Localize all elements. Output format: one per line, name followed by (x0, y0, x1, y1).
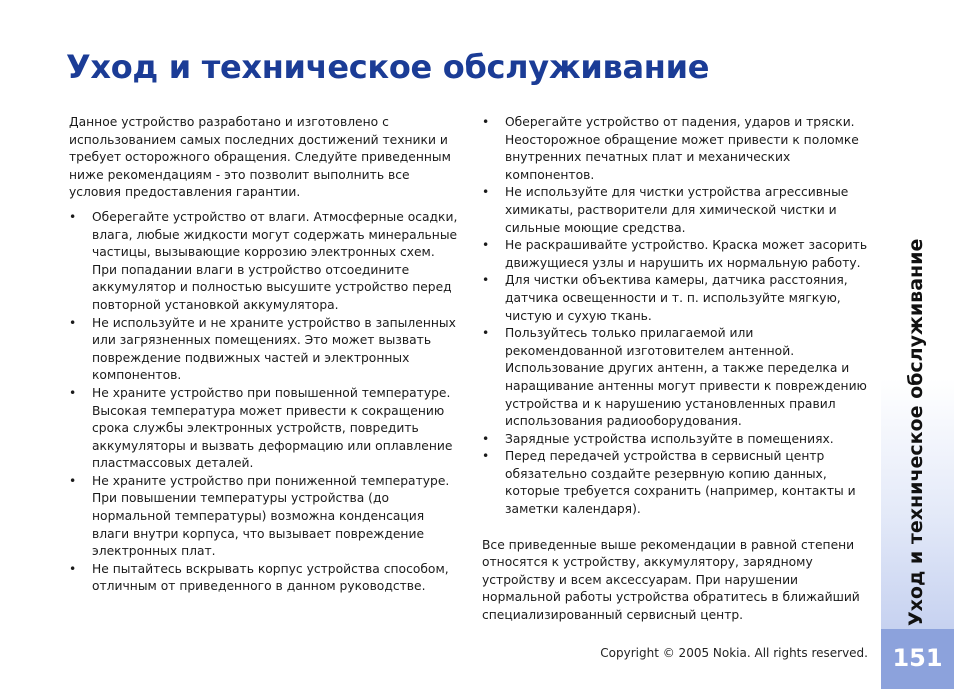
bullet-low-temperature: • Не храните устройство при пониженной температуре. При повышении температуры устройства (до нормальной температуры) возможна конденсация влаги внутри корпуса, что вызывает повреждение электронных плат. (69, 473, 461, 561)
bullet-lens-cleaning: • Для чистки объектива камеры, датчика расстояния, датчика освещенности и т. п. используйте мягкую, чистую и сухую ткань. (482, 272, 872, 325)
page-number: 151 (892, 644, 943, 672)
left-column (69, 114, 461, 596)
bullet-painting: • Не раскрашивайте устройство. Краска может засорить движущиеся узлы и нарушить их нормальную работу. (482, 237, 872, 272)
copyright-notice: Copyright © 2005 Nokia. All rights reserved. (600, 646, 868, 660)
closing-paragraph: Все приведенные выше рекомендации в равной степени относятся к устройству, аккумулятору, зарядному устройству и всем аксессуарам. При нарушении нормальной работы устройства обратитесь в ближайший специализированный сервисный центр. (482, 537, 860, 623)
bullet-high-temperature: • Не храните устройство при повышенной температуре. Высокая температура может привести к сокращению срока службы электронных устройств, повредить аккумуляторы и вызвать деформацию или оплавление пластмассовых деталей. (69, 385, 461, 473)
intro-paragraph: Данное устройство разработано и изготовлено с использованием самых последних достижений техники и требует осторожного обращения. Следуйте приведенным ниже рекомендациям - это позволит выполнить все условия предоставления гарантии. (69, 115, 451, 200)
bullet-drops: • Оберегайте устройство от падения, ударов и тряски. Неосторожное обращение может привести к поломке внутренних печатных плат и механических компонентов. (482, 114, 872, 184)
bullet-antenna: • Пользуйтесь только прилагаемой или рекомендованной изготовителем антенной. Использование других антенн, а также переделка и наращивание антенны могут привести к повреждению устройства и к нарушению установленных правил использования радиооборудования. (482, 325, 872, 431)
bullet-backup: • Перед передачей устройства в сервисный центр обязательно создайте резервную копию данных, которые требуется сохранить (например, контакты и заметки календаря). (482, 448, 872, 518)
right-column (482, 114, 872, 625)
page-number-box (881, 629, 954, 689)
bullet-opening-case: • Не пытайтесь вскрывать корпус устройства способом, отличным от приведенного в данном руководстве. (69, 561, 461, 596)
left-bullet-list (69, 209, 461, 596)
side-section-label: Уход и техническое обслуживание (905, 238, 927, 626)
right-bullet-list (482, 114, 872, 519)
bullet-chemicals: • Не используйте для чистки устройства агрессивные химикаты, растворители для химической чистки и сильные моющие средства. (482, 184, 872, 237)
bullet-dust: • Не используйте и не храните устройство в запыленных или загрязненных помещениях. Это может вызвать повреждение подвижных частей и электронных компонентов. (69, 315, 461, 385)
bullet-moisture: • Оберегайте устройство от влаги. Атмосферные осадки, влага, любые жидкости могут содержать минеральные частицы, вызывающие коррозию электронных схем. При попадании влаги в устройство отсоедините аккумулятор и полностью высушите устройство перед повторной установкой аккумулятора. (69, 209, 461, 315)
bullet-chargers: • Зарядные устройства используйте в помещениях. (482, 431, 872, 449)
page-title: Уход и техническое обслуживание (66, 48, 710, 86)
